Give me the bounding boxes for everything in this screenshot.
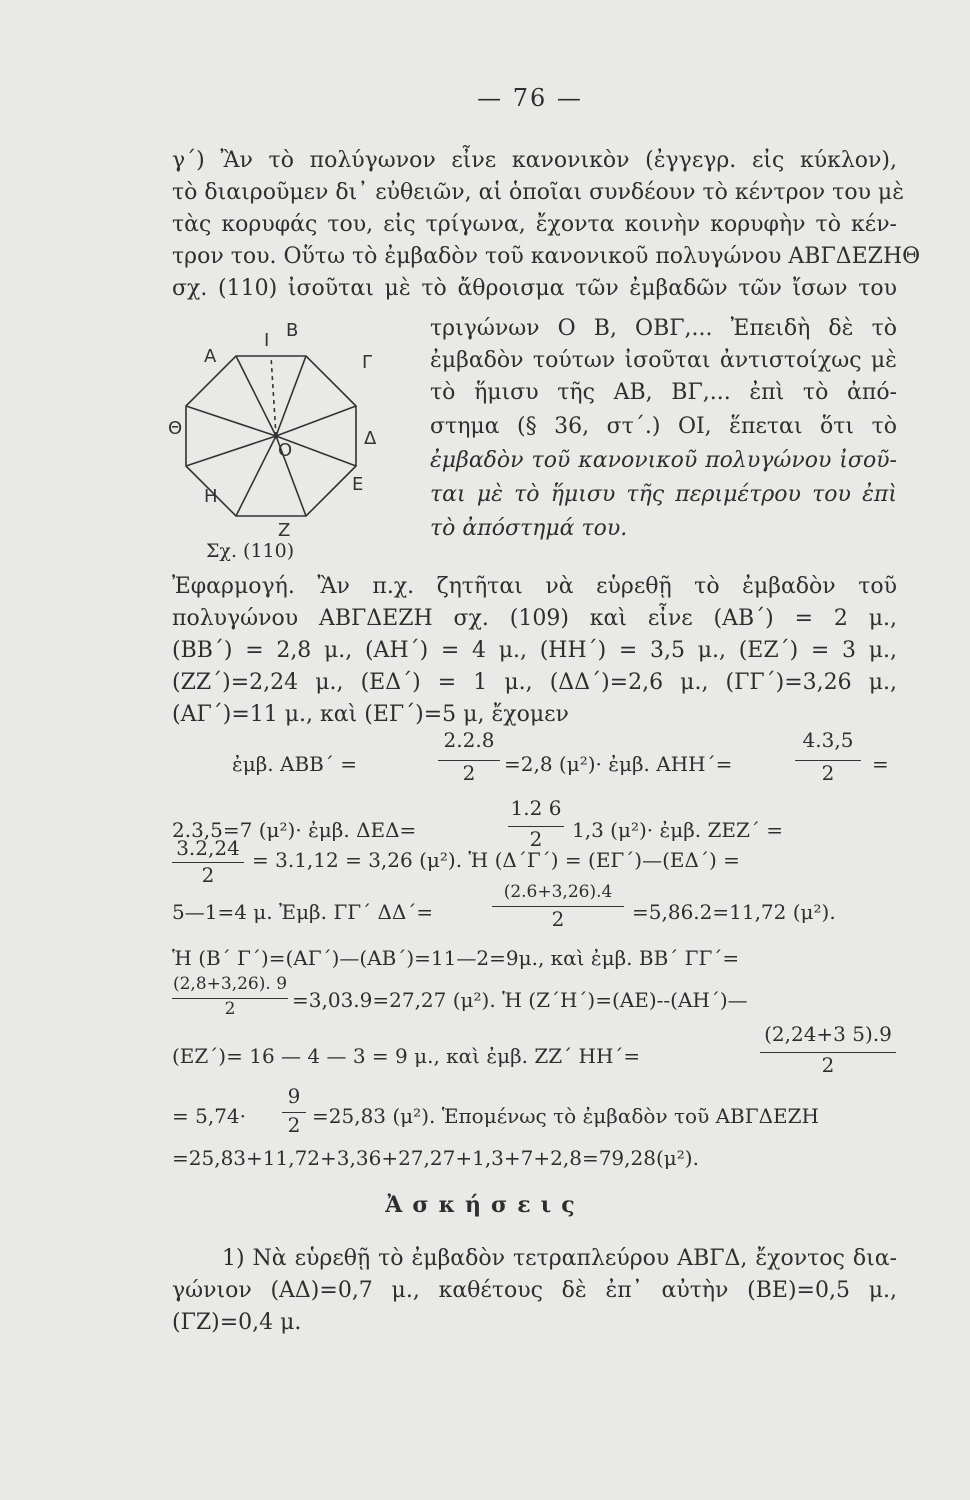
fraction-numerator: (2,8+3,26). 9 <box>172 974 288 994</box>
label-th: Θ <box>168 418 183 439</box>
fraction-denominator: 2 <box>172 998 288 1019</box>
label-a: Α <box>204 346 217 367</box>
page-number: — 76 — <box>477 84 583 112</box>
fraction-denominator: 2 <box>795 760 861 785</box>
text-line: 1) Νὰ εὑρεθῇ τὸ ἐμβαδὸν τετραπλεύρου ΑΒΓΔ, ἔχοντος δια- <box>222 1246 897 1271</box>
calc-text: 1,3 (μ²)· ἐμβ. ΖΕΖ΄ = <box>572 818 784 842</box>
text-line: τὰς κορυφάς του, εἰς τρίγωνα, ἔχοντα κοινὴν κορυφὴν τὸ κέν- <box>172 212 897 237</box>
label-i: Ι <box>264 330 270 351</box>
fraction-numerator: 1.2 6 <box>510 796 562 820</box>
label-o: Ο <box>278 440 293 461</box>
text-line: Ἐφαρμογή. Ἂν π.χ. ζητῆται νὰ εὑρεθῇ τὸ ἐμβαδὸν τοῦ <box>172 574 897 599</box>
fraction-numerator: 9 <box>287 1084 301 1108</box>
center-point <box>274 434 279 439</box>
label-e: Ε <box>352 474 364 495</box>
text-line: πολυγώνου ΑΒΓΔΕΖΗ σχ. (109) καὶ εἶνε (ΑΒ΄) = 2 μ., <box>172 606 897 631</box>
fraction-denominator: 2 <box>760 1052 896 1077</box>
calc-text: (ΕΖ΄)= 16 — 4 — 3 = 9 μ., καὶ ἐμβ. ΖΖ΄ ΗΗ΄= <box>172 1044 641 1068</box>
fraction-denominator: 2 <box>438 760 500 785</box>
octagon-figure <box>166 306 406 568</box>
fraction-numerator: (2.6+3,26).4 <box>503 882 613 902</box>
text-line: γώνιον (ΑΔ)=0,7 μ., καθέτους δὲ ἐπ᾽ αὐτὴν (ΒΕ)=0,5 μ., <box>172 1278 897 1303</box>
calc-text: =5,86.2=11,72 (μ²). <box>632 900 836 924</box>
calc-text: = <box>872 752 889 776</box>
fraction-denominator: 2 <box>492 906 624 931</box>
fraction-numerator: 2.2.8 <box>443 728 495 752</box>
calc-text: =3,03.9=27,27 (μ²). Ἡ (Ζ΄Η΄)=(ΑΕ)--(ΑΗ΄)— <box>292 988 748 1012</box>
label-b: Β <box>286 320 299 341</box>
calc-text: = 3.1,12 = 3,26 (μ²). Ἡ (Δ΄Γ΄) = (ΕΓ΄)—(ΕΔ΄) = <box>252 848 740 872</box>
text-line: (ΑΓ΄)=11 μ., καὶ (ΕΓ΄)=5 μ, ἔχομεν <box>172 702 569 727</box>
calc-text: 5—1=4 μ. Ἐμβ. ΓΓ΄ ΔΔ΄= <box>172 900 434 924</box>
fraction-numerator: 4.3,5 <box>802 728 854 752</box>
text-line: τὸ ἥμισυ τῆς ΑΒ, ΒΓ,... ἐπὶ τὸ ἀπό- <box>430 380 897 405</box>
fraction-denominator: 2 <box>282 1112 306 1137</box>
text-line: τὸ διαιροῦμεν δι᾽ εὐθειῶν, αἱ ὁποῖαι συνδέουν τὸ κέντρον του μὲ <box>172 180 905 205</box>
label-d: Δ <box>364 428 377 449</box>
text-line: (ΒΒ΄) = 2,8 μ., (ΑΗ΄) = 4 μ., (ΗΗ΄) = 3,5 μ., (ΕΖ΄) = 3 μ., <box>172 638 897 663</box>
text-line: γ΄) Ἂν τὸ πολύγωνον εἶνε κανονικὸν (ἐγγεγρ. εἰς κύκλον), <box>172 148 897 173</box>
calc-text: 2.3,5=7 (μ²)· ἐμβ. ΔΕΔ= <box>172 818 417 842</box>
calc-text: = 5,74· <box>172 1104 247 1128</box>
text-line-italic: τὸ ἀπόστημά του. <box>430 516 628 541</box>
text-line: σχ. (110) ἰσοῦται μὲ τὸ ἄθροισμα τῶν ἐμβαδῶν τῶν ἴσων του <box>172 276 897 301</box>
exercises-heading: Ἀσκήσεις <box>385 1192 585 1218</box>
calc-text: =2,8 (μ²)· ἐμβ. ΑΗΗ΄= <box>504 752 733 776</box>
fraction-denominator: 2 <box>172 862 244 887</box>
text-line: τρον του. Οὕτω τὸ ἐμβαδὸν τοῦ κανονικοῦ πολυγώνου ΑΒΓΔΕΖΗΘ <box>172 244 921 269</box>
calc-text: =25,83 (μ²). Ἑπομένως τὸ ἐμβαδὸν τοῦ ΑΒΓΔΕΖΗ <box>312 1104 819 1128</box>
text-line: (ΖΖ΄)=2,24 μ., (ΕΔ΄) = 1 μ., (ΔΔ΄)=2,6 μ., (ΓΓ΄)=3,26 μ., <box>172 670 897 695</box>
fraction-numerator: (2,24+3 5).9 <box>764 1022 892 1046</box>
label-z: Ζ <box>278 520 291 541</box>
text-line: ἐμβαδὸν τούτων ἰσοῦται ἀντιστοίχως μὲ <box>430 348 897 373</box>
text-line: στημα (§ 36, στ΄.) ΟΙ, ἕπεται ὅτι τὸ <box>430 414 897 439</box>
calc-text: Ἡ (Β΄ Γ΄)=(ΑΓ΄)—(ΑΒ΄)=11—2=9μ., καὶ ἐμβ. ΒΒ΄ ΓΓ΄= <box>172 946 740 970</box>
figure-caption: Σχ. (110) <box>206 540 295 562</box>
text-line-italic: ἐμβαδὸν τοῦ κανονικοῦ πολυγώνου ἰσοῦ- <box>430 448 897 473</box>
fraction-denominator: 2 <box>508 826 564 851</box>
label-g: Γ <box>362 352 373 373</box>
fraction-numerator: 3.2,24 <box>176 836 240 860</box>
text-line: τριγώνων Ο Β, ΟΒΓ,... Ἐπειδὴ δὲ τὸ <box>430 316 897 341</box>
label-h: Η <box>204 486 218 507</box>
text-line-italic: ται μὲ τὸ ἥμισυ τῆς περιμέτρου του ἐπὶ <box>430 482 897 507</box>
text-line: (ΓΖ)=0,4 μ. <box>172 1310 302 1335</box>
calc-text: ἐμβ. ΑΒΒ΄ = <box>232 752 357 776</box>
calc-text: =25,83+11,72+3,36+27,27+1,3+7+2,8=79,28(μ²). <box>172 1146 699 1170</box>
